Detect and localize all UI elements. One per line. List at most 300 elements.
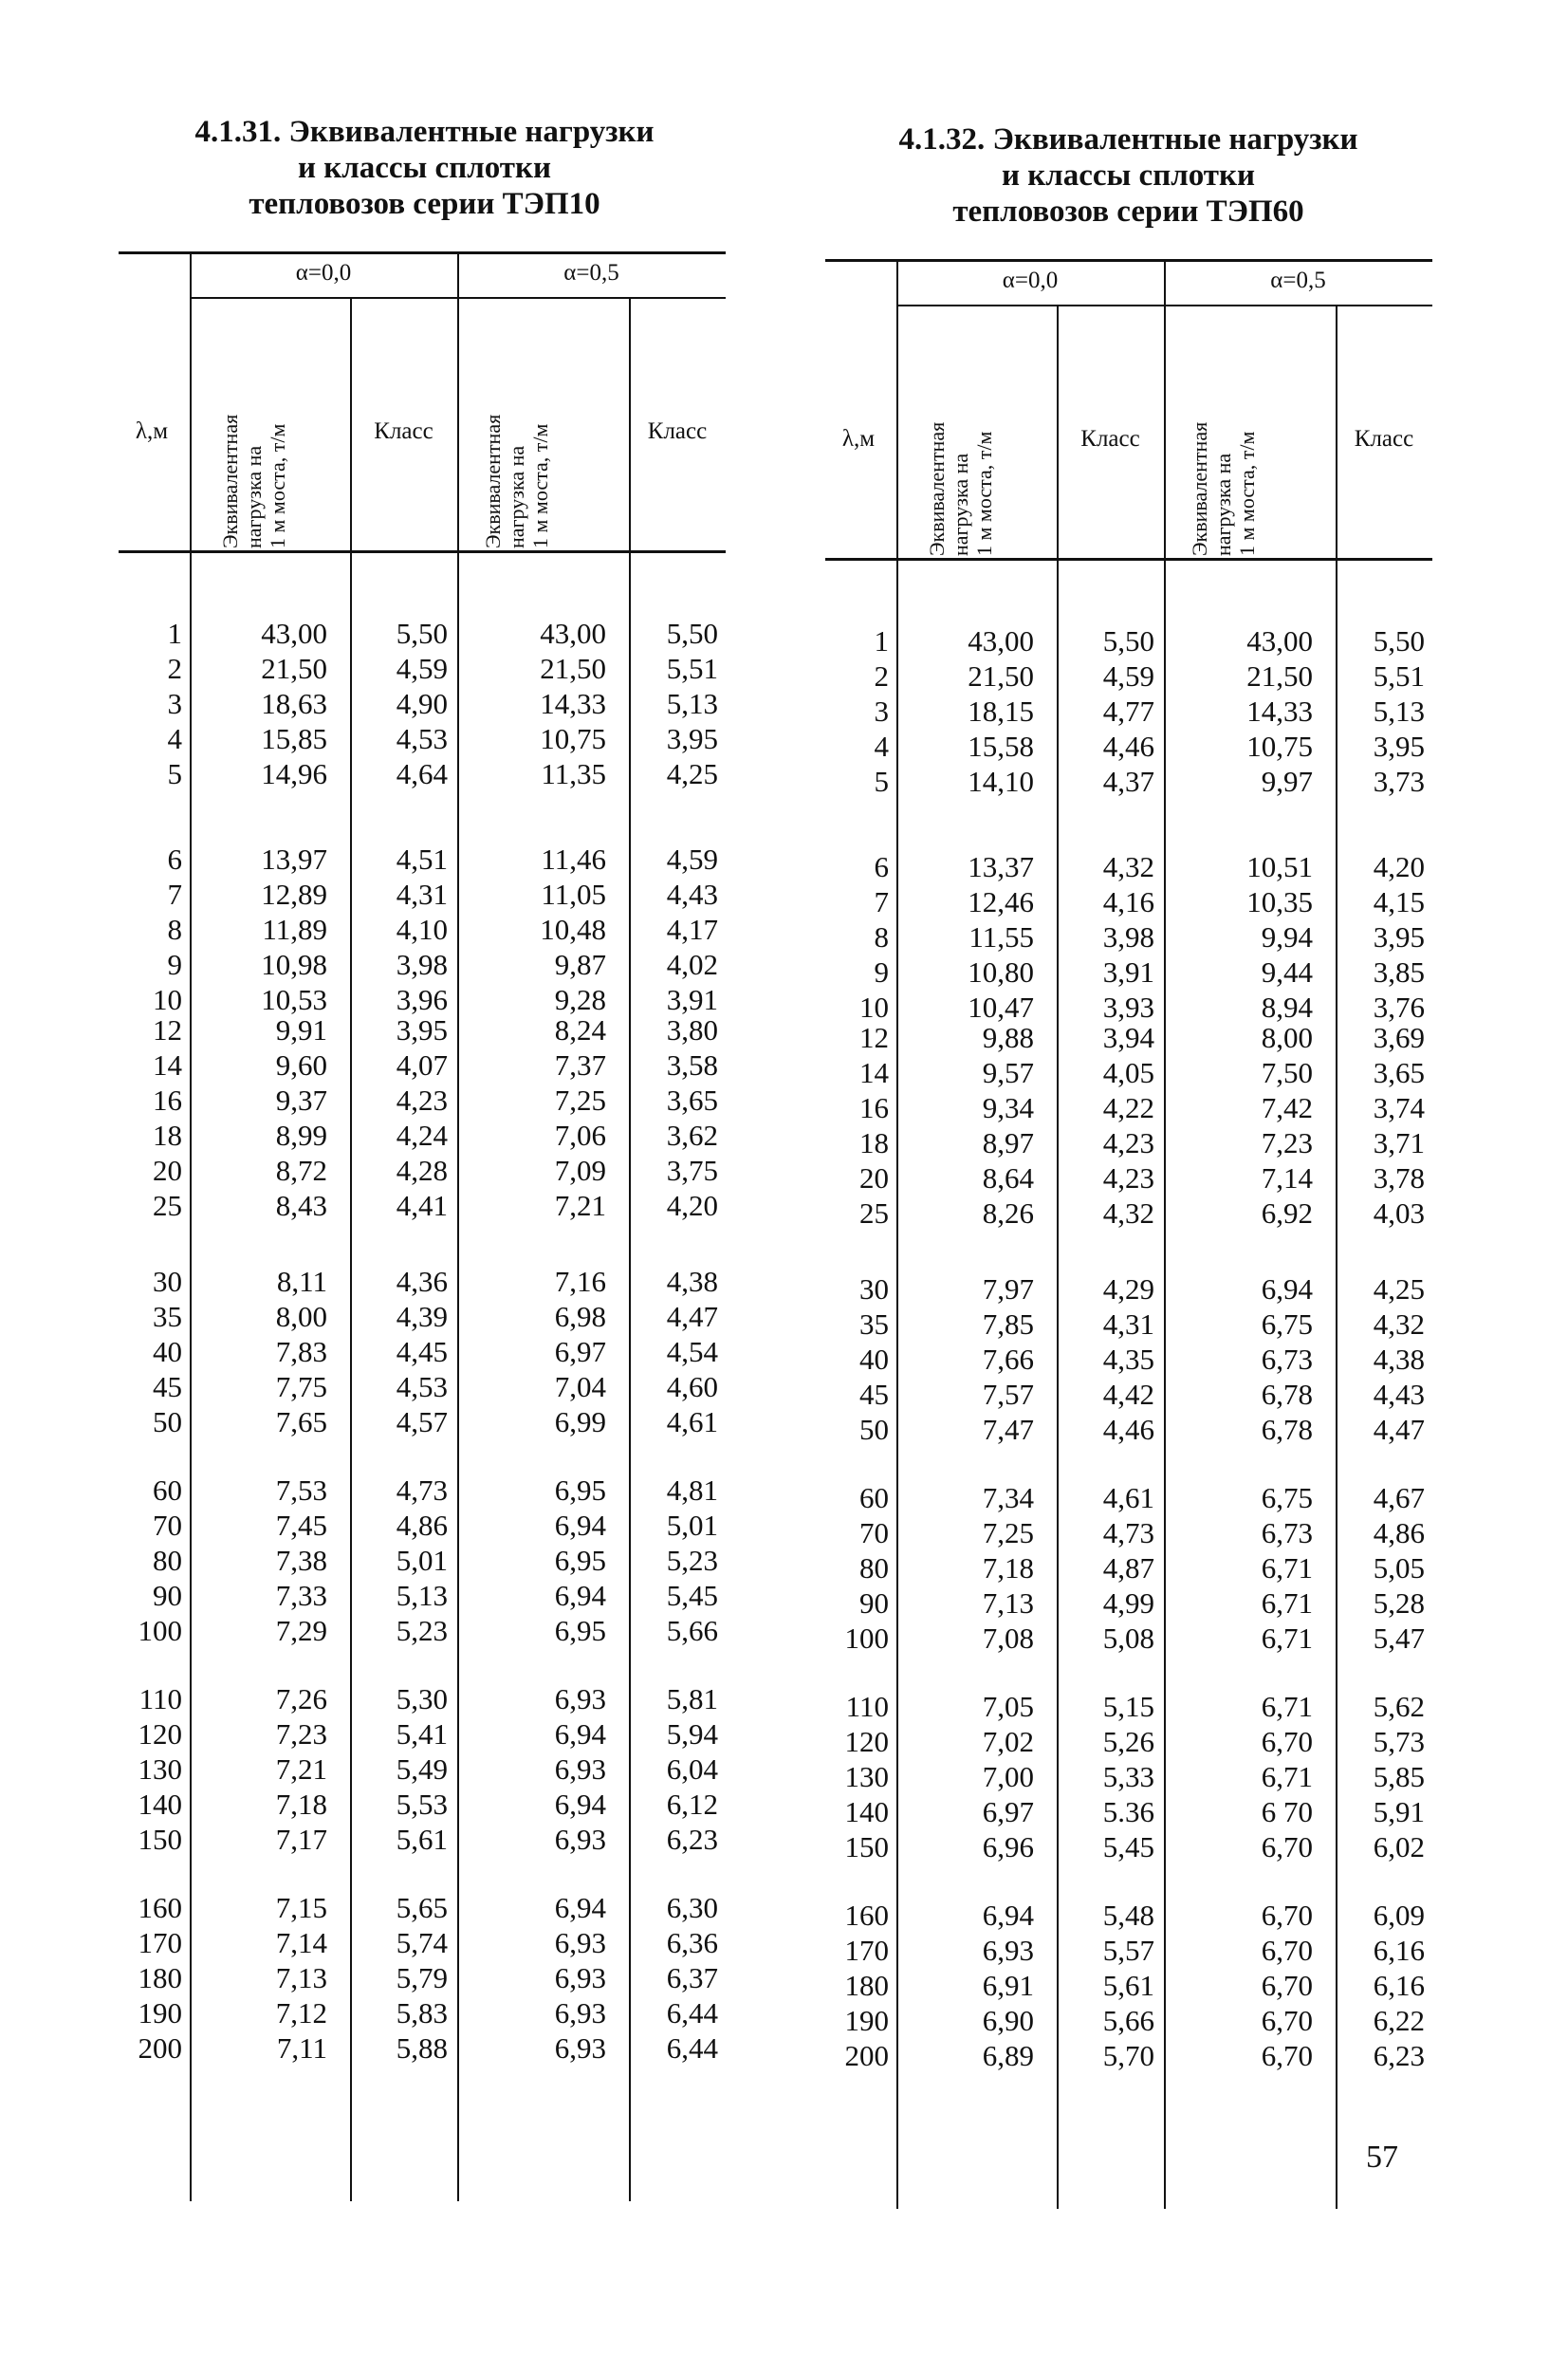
cell-class-alpha-05: 6,44 <box>666 1996 718 2030</box>
cell-class-alpha-05: 5,50 <box>666 617 718 650</box>
cell-lambda: 18 <box>153 1119 182 1152</box>
cell-load-alpha-0: 11,89 <box>262 913 327 946</box>
cell-load-alpha-05: 6,71 <box>1261 1586 1313 1620</box>
cell-load-alpha-05: 6,97 <box>554 1335 606 1368</box>
cell-load-alpha-0: 6,90 <box>982 2004 1034 2037</box>
cell-load-alpha-0: 10,47 <box>968 991 1034 1024</box>
cell-class-alpha-0: 4,73 <box>396 1474 448 1507</box>
cell-lambda: 7 <box>874 885 889 918</box>
cell-lambda: 16 <box>859 1091 889 1124</box>
cell-load-alpha-0: 7,12 <box>275 1996 327 2030</box>
cell-lambda: 80 <box>153 1544 182 1577</box>
cell-class-alpha-05: 5,13 <box>666 687 718 720</box>
cell-load-alpha-05: 8,94 <box>1261 991 1313 1024</box>
cell-load-alpha-05: 6,71 <box>1261 1690 1313 1723</box>
cell-lambda: 1 <box>874 624 889 658</box>
cell-class-alpha-0: 4,53 <box>396 722 448 755</box>
cell-load-alpha-0: 7,14 <box>275 1926 327 1959</box>
cell-load-alpha-0: 11,55 <box>968 920 1034 954</box>
cell-load-alpha-05: 7,14 <box>1261 1161 1313 1195</box>
cell-load-alpha-05: 6,78 <box>1261 1413 1313 1446</box>
cell-load-alpha-05: 10,35 <box>1246 885 1313 918</box>
cell-lambda: 100 <box>844 1622 889 1655</box>
cell-load-alpha-0: 7,38 <box>275 1544 327 1577</box>
cell-load-alpha-05: 6,73 <box>1261 1516 1313 1549</box>
header-load-alpha-05: Эквивалентная нагрузка на 1 м моста, т/м <box>481 414 552 548</box>
header-class-alpha-05: Класс <box>647 418 708 444</box>
cell-load-alpha-0: 6,93 <box>982 1934 1034 1967</box>
cell-load-alpha-0: 10,80 <box>968 955 1034 989</box>
cell-load-alpha-05: 6,71 <box>1261 1760 1313 1793</box>
cell-load-alpha-05: 21,50 <box>540 652 606 685</box>
cell-lambda: 1 <box>167 617 182 650</box>
cell-load-alpha-0: 7,75 <box>275 1370 327 1403</box>
cell-lambda: 16 <box>153 1084 182 1117</box>
cell-class-alpha-0: 4,07 <box>396 1048 448 1082</box>
cell-lambda: 25 <box>153 1189 182 1222</box>
cell-lambda: 190 <box>844 2004 889 2037</box>
cell-class-alpha-0: 4,53 <box>396 1370 448 1403</box>
cell-load-alpha-0: 12,89 <box>261 878 327 911</box>
cell-lambda: 50 <box>859 1413 889 1446</box>
cell-class-alpha-0: 4,51 <box>396 843 448 876</box>
cell-load-alpha-05: 6,70 <box>1261 1969 1313 2002</box>
cell-load-alpha-0: 15,58 <box>968 730 1034 763</box>
cell-class-alpha-05: 4,32 <box>1373 1307 1425 1341</box>
cell-class-alpha-0: 5,30 <box>396 1682 448 1715</box>
cell-class-alpha-05: 5,91 <box>1373 1795 1425 1828</box>
cell-class-alpha-05: 3,95 <box>1373 920 1425 954</box>
cell-lambda: 200 <box>138 2031 182 2065</box>
cell-load-alpha-05: 6,73 <box>1261 1343 1313 1376</box>
cell-class-alpha-0: 4,39 <box>396 1300 448 1333</box>
cell-class-alpha-0: 5,45 <box>1102 1830 1154 1863</box>
cell-load-alpha-0: 6,97 <box>982 1795 1034 1828</box>
cell-load-alpha-05: 6,70 <box>1261 1899 1313 1932</box>
cell-class-alpha-05: 5,94 <box>666 1717 718 1751</box>
cell-class-alpha-05: 5,47 <box>1373 1622 1425 1655</box>
cell-class-alpha-0: 4,23 <box>396 1084 448 1117</box>
cell-class-alpha-0: 4,35 <box>1102 1343 1154 1376</box>
cell-lambda: 30 <box>859 1272 889 1306</box>
cell-class-alpha-05: 4,43 <box>666 878 718 911</box>
cell-lambda: 8 <box>167 913 182 946</box>
cell-class-alpha-05: 3,62 <box>666 1119 718 1152</box>
cell-lambda: 180 <box>138 1961 182 1994</box>
cell-load-alpha-05: 6,70 <box>1261 2039 1313 2072</box>
cell-class-alpha-0: 4,59 <box>1102 659 1154 693</box>
group-header-alpha-05: α=0,5 <box>1270 268 1326 293</box>
cell-load-alpha-05: 6,94 <box>554 1891 606 1924</box>
cell-load-alpha-0: 8,97 <box>982 1126 1034 1159</box>
cell-load-alpha-0: 6,94 <box>982 1899 1034 1932</box>
cell-class-alpha-0: 5,65 <box>396 1891 448 1924</box>
cell-load-alpha-05: 9,94 <box>1261 920 1313 954</box>
cell-lambda: 140 <box>138 1788 182 1821</box>
cell-lambda: 40 <box>859 1343 889 1376</box>
cell-load-alpha-0: 7,25 <box>982 1516 1034 1549</box>
cell-load-alpha-05: 7,23 <box>1261 1126 1313 1159</box>
cell-load-alpha-0: 7,57 <box>982 1378 1034 1411</box>
cell-load-alpha-05: 7,50 <box>1261 1056 1313 1089</box>
cell-load-alpha-0: 7,18 <box>982 1551 1034 1585</box>
cell-class-alpha-05: 5,01 <box>666 1509 718 1542</box>
cell-load-alpha-0: 7,02 <box>982 1725 1034 1758</box>
cell-load-alpha-0: 7,33 <box>275 1579 327 1612</box>
cell-load-alpha-05: 14,33 <box>540 687 606 720</box>
cell-lambda: 40 <box>153 1335 182 1368</box>
cell-load-alpha-05: 7,25 <box>554 1084 606 1117</box>
cell-load-alpha-0: 7,26 <box>275 1682 327 1715</box>
header-class-alpha-0: Класс <box>1080 426 1140 452</box>
cell-class-alpha-05: 5,50 <box>1373 624 1425 658</box>
cell-load-alpha-05: 6,93 <box>554 1823 606 1856</box>
cell-load-alpha-05: 6,99 <box>554 1405 606 1438</box>
cell-load-alpha-0: 6,96 <box>982 1830 1034 1863</box>
cell-class-alpha-0: 5,01 <box>396 1544 448 1577</box>
group-header-alpha-0: α=0,0 <box>295 260 352 286</box>
cell-lambda: 130 <box>844 1760 889 1793</box>
cell-load-alpha-05: 6,70 <box>1261 1725 1313 1758</box>
cell-lambda: 110 <box>138 1682 182 1715</box>
cell-load-alpha-0: 21,50 <box>968 659 1034 693</box>
cell-class-alpha-0: 3,98 <box>1102 920 1154 954</box>
cell-lambda: 170 <box>844 1934 889 1967</box>
cell-class-alpha-0: 5,49 <box>396 1752 448 1786</box>
cell-class-alpha-05: 5,51 <box>1373 659 1425 693</box>
cell-lambda: 180 <box>844 1969 889 2002</box>
cell-class-alpha-05: 3,75 <box>666 1154 718 1187</box>
cell-load-alpha-05: 7,16 <box>554 1265 606 1298</box>
cell-load-alpha-0: 8,00 <box>275 1300 327 1333</box>
cell-load-alpha-05: 6,70 <box>1261 1934 1313 1967</box>
cell-class-alpha-0: 5,70 <box>1102 2039 1154 2072</box>
cell-class-alpha-05: 4,38 <box>1373 1343 1425 1376</box>
cell-lambda: 200 <box>844 2039 889 2072</box>
cell-class-alpha-0: 4,57 <box>396 1405 448 1438</box>
cell-load-alpha-05: 6,75 <box>1261 1481 1313 1514</box>
cell-class-alpha-05: 6,23 <box>666 1823 718 1856</box>
cell-load-alpha-05: 6,94 <box>554 1788 606 1821</box>
cell-class-alpha-0: 3,93 <box>1102 991 1154 1024</box>
cell-class-alpha-0: 5,61 <box>1102 1969 1154 2002</box>
cell-load-alpha-05: 14,33 <box>1246 695 1313 728</box>
cell-lambda: 110 <box>845 1690 889 1723</box>
table-title-tep60: 4.1.32. Эквивалентные нагрузки и классы сплотки тепловозов серии ТЭП60 <box>898 122 1358 229</box>
cell-load-alpha-0: 8,64 <box>982 1161 1034 1195</box>
cell-load-alpha-05: 6,94 <box>1261 1272 1313 1306</box>
cell-class-alpha-0: 5,08 <box>1102 1622 1154 1655</box>
cell-lambda: 4 <box>167 722 182 755</box>
cell-class-alpha-05: 4,86 <box>1373 1516 1425 1549</box>
cell-load-alpha-0: 7,13 <box>982 1586 1034 1620</box>
cell-lambda: 9 <box>167 948 182 981</box>
cell-load-alpha-0: 8,43 <box>275 1189 327 1222</box>
cell-load-alpha-0: 7,13 <box>275 1961 327 1994</box>
cell-load-alpha-05: 8,00 <box>1261 1021 1313 1054</box>
cell-class-alpha-05: 6,44 <box>666 2031 718 2065</box>
cell-load-alpha-0: 9,34 <box>982 1091 1034 1124</box>
cell-class-alpha-0: 4,23 <box>1102 1161 1154 1195</box>
cell-load-alpha-0: 18,63 <box>261 687 327 720</box>
cell-class-alpha-0: 4,59 <box>396 652 448 685</box>
cell-load-alpha-0: 13,37 <box>968 850 1034 883</box>
cell-class-alpha-05: 6,16 <box>1373 1934 1425 1967</box>
cell-load-alpha-05: 21,50 <box>1246 659 1313 693</box>
cell-load-alpha-05: 6,71 <box>1261 1622 1313 1655</box>
cell-class-alpha-05: 3,80 <box>666 1013 718 1047</box>
cell-lambda: 150 <box>844 1830 889 1863</box>
cell-class-alpha-0: 4,29 <box>1102 1272 1154 1306</box>
group-header-alpha-0: α=0,0 <box>1002 268 1059 293</box>
cell-load-alpha-0: 7,97 <box>982 1272 1034 1306</box>
cell-class-alpha-05: 4,17 <box>666 913 718 946</box>
cell-lambda: 160 <box>844 1899 889 1932</box>
cell-class-alpha-05: 4,47 <box>1373 1413 1425 1446</box>
cell-class-alpha-05: 6,37 <box>666 1961 718 1994</box>
cell-lambda: 14 <box>153 1048 182 1082</box>
cell-class-alpha-0: 5.36 <box>1102 1795 1154 1828</box>
cell-lambda: 160 <box>138 1891 182 1924</box>
cell-load-alpha-05: 43,00 <box>540 617 606 650</box>
cell-load-alpha-0: 7,08 <box>982 1622 1034 1655</box>
cell-class-alpha-05: 4,20 <box>666 1189 718 1222</box>
cell-class-alpha-05: 5,81 <box>666 1682 718 1715</box>
header-lambda: λ,м <box>841 426 876 452</box>
cell-load-alpha-0: 18,15 <box>968 695 1034 728</box>
cell-class-alpha-05: 5,13 <box>1373 695 1425 728</box>
cell-load-alpha-0: 7,53 <box>275 1474 327 1507</box>
cell-load-alpha-0: 43,00 <box>261 617 327 650</box>
cell-load-alpha-05: 6,78 <box>1261 1378 1313 1411</box>
cell-load-alpha-0: 9,88 <box>982 1021 1034 1054</box>
cell-class-alpha-05: 4,15 <box>1373 885 1425 918</box>
cell-class-alpha-0: 3,95 <box>396 1013 448 1047</box>
cell-lambda: 9 <box>874 955 889 989</box>
cell-class-alpha-0: 5,83 <box>396 1996 448 2030</box>
cell-class-alpha-0: 4,46 <box>1102 1413 1154 1446</box>
cell-lambda: 12 <box>153 1013 182 1047</box>
cell-load-alpha-0: 8,26 <box>982 1196 1034 1230</box>
cell-load-alpha-05: 10,48 <box>540 913 606 946</box>
cell-lambda: 35 <box>859 1307 889 1341</box>
cell-load-alpha-05: 7,09 <box>554 1154 606 1187</box>
cell-lambda: 12 <box>859 1021 889 1054</box>
header-bottom-rule <box>825 558 1432 561</box>
cell-load-alpha-0: 7,66 <box>982 1343 1034 1376</box>
cell-class-alpha-0: 5,33 <box>1102 1760 1154 1793</box>
cell-load-alpha-05: 7,04 <box>554 1370 606 1403</box>
cell-load-alpha-05: 6,93 <box>554 1961 606 1994</box>
cell-class-alpha-0: 5,41 <box>396 1717 448 1751</box>
cell-class-alpha-0: 4,31 <box>1102 1307 1154 1341</box>
cell-class-alpha-0: 5,23 <box>396 1614 448 1647</box>
cell-lambda: 120 <box>138 1717 182 1751</box>
cell-class-alpha-0: 3,94 <box>1102 1021 1154 1054</box>
cell-lambda: 20 <box>153 1154 182 1187</box>
cell-lambda: 130 <box>138 1752 182 1786</box>
cell-class-alpha-05: 4,25 <box>666 757 718 790</box>
cell-load-alpha-05: 9,44 <box>1261 955 1313 989</box>
cell-load-alpha-05: 6,93 <box>554 1996 606 2030</box>
cell-class-alpha-0: 5,88 <box>396 2031 448 2065</box>
cell-class-alpha-0: 3,91 <box>1102 955 1154 989</box>
cell-lambda: 170 <box>138 1926 182 1959</box>
cell-class-alpha-0: 4,86 <box>396 1509 448 1542</box>
cell-class-alpha-05: 3,58 <box>666 1048 718 1082</box>
cell-load-alpha-05: 6 70 <box>1261 1795 1313 1828</box>
cell-load-alpha-0: 8,72 <box>275 1154 327 1187</box>
header-load-alpha-05: Эквивалентная нагрузка на 1 м моста, т/м <box>1188 421 1259 556</box>
cell-load-alpha-05: 9,28 <box>554 983 606 1016</box>
cell-lambda: 50 <box>153 1405 182 1438</box>
cell-lambda: 70 <box>859 1516 889 1549</box>
cell-lambda: 90 <box>153 1579 182 1612</box>
cell-class-alpha-0: 5,61 <box>396 1823 448 1856</box>
cell-load-alpha-05: 7,06 <box>554 1119 606 1152</box>
cell-class-alpha-05: 4,02 <box>666 948 718 981</box>
cell-class-alpha-05: 4,43 <box>1373 1378 1425 1411</box>
cell-class-alpha-05: 4,47 <box>666 1300 718 1333</box>
cell-load-alpha-0: 7,83 <box>275 1335 327 1368</box>
cell-lambda: 25 <box>859 1196 889 1230</box>
cell-load-alpha-05: 6,95 <box>554 1544 606 1577</box>
cell-load-alpha-05: 6,70 <box>1261 2004 1313 2037</box>
cell-class-alpha-0: 5,66 <box>1102 2004 1154 2037</box>
cell-load-alpha-0: 7,18 <box>275 1788 327 1821</box>
cell-class-alpha-05: 3,95 <box>666 722 718 755</box>
cell-class-alpha-05: 6,09 <box>1373 1899 1425 1932</box>
cell-class-alpha-0: 4,41 <box>396 1189 448 1222</box>
cell-class-alpha-0: 5,74 <box>396 1926 448 1959</box>
cell-class-alpha-05: 6,04 <box>666 1752 718 1786</box>
cell-class-alpha-05: 4,25 <box>1373 1272 1425 1306</box>
cell-class-alpha-05: 3,85 <box>1373 955 1425 989</box>
cell-load-alpha-05: 6,71 <box>1261 1551 1313 1585</box>
cell-load-alpha-05: 9,87 <box>554 948 606 981</box>
cell-class-alpha-05: 6,02 <box>1373 1830 1425 1863</box>
cell-load-alpha-0: 7,65 <box>275 1405 327 1438</box>
header-bottom-rule <box>119 550 726 553</box>
cell-lambda: 18 <box>859 1126 889 1159</box>
cell-class-alpha-0: 4,46 <box>1102 730 1154 763</box>
cell-load-alpha-05: 7,37 <box>554 1048 606 1082</box>
cell-load-alpha-0: 7,00 <box>982 1760 1034 1793</box>
cell-load-alpha-05: 10,51 <box>1246 850 1313 883</box>
cell-lambda: 70 <box>153 1509 182 1542</box>
cell-lambda: 30 <box>153 1265 182 1298</box>
top-rule <box>825 259 1432 262</box>
cell-class-alpha-0: 5,50 <box>1102 624 1154 658</box>
cell-lambda: 45 <box>859 1378 889 1411</box>
cell-load-alpha-05: 7,21 <box>554 1189 606 1222</box>
cell-load-alpha-05: 11,46 <box>541 843 606 876</box>
cell-class-alpha-0: 4,10 <box>396 913 448 946</box>
cell-load-alpha-0: 21,50 <box>261 652 327 685</box>
cell-lambda: 90 <box>859 1586 889 1620</box>
cell-load-alpha-05: 6,94 <box>554 1717 606 1751</box>
header-load-alpha-0: Эквивалентная нагрузка на 1 м моста, т/м <box>218 414 289 548</box>
cell-class-alpha-0: 4,45 <box>396 1335 448 1368</box>
cell-load-alpha-05: 6,93 <box>554 2031 606 2065</box>
cell-class-alpha-0: 4,77 <box>1102 695 1154 728</box>
page-number: 57 <box>1366 2140 1398 2175</box>
cell-class-alpha-05: 4,03 <box>1373 1196 1425 1230</box>
cell-load-alpha-0: 9,57 <box>982 1056 1034 1089</box>
cell-load-alpha-0: 6,89 <box>982 2039 1034 2072</box>
cell-load-alpha-0: 7,15 <box>275 1891 327 1924</box>
cell-lambda: 100 <box>138 1614 182 1647</box>
header-class-alpha-0: Класс <box>374 418 434 444</box>
header-class-alpha-05: Класс <box>1354 426 1414 452</box>
cell-load-alpha-0: 7,21 <box>275 1752 327 1786</box>
cell-load-alpha-0: 43,00 <box>968 624 1034 658</box>
cell-lambda: 2 <box>874 659 889 693</box>
cell-lambda: 6 <box>167 843 182 876</box>
cell-load-alpha-05: 6,93 <box>554 1926 606 1959</box>
cell-class-alpha-05: 6,22 <box>1373 2004 1425 2037</box>
cell-lambda: 20 <box>859 1161 889 1195</box>
cell-load-alpha-0: 7,47 <box>982 1413 1034 1446</box>
cell-class-alpha-0: 4,37 <box>1102 765 1154 798</box>
header-lambda: λ,м <box>135 418 169 444</box>
cell-class-alpha-0: 4,73 <box>1102 1516 1154 1549</box>
cell-class-alpha-0: 3,98 <box>396 948 448 981</box>
group-header-alpha-05: α=0,5 <box>563 260 619 286</box>
cell-lambda: 60 <box>153 1474 182 1507</box>
cell-class-alpha-0: 4,16 <box>1102 885 1154 918</box>
cell-class-alpha-05: 3,78 <box>1373 1161 1425 1195</box>
cell-load-alpha-05: 6,93 <box>554 1752 606 1786</box>
cell-class-alpha-0: 4,61 <box>1102 1481 1154 1514</box>
cell-lambda: 3 <box>874 695 889 728</box>
cell-class-alpha-0: 5,53 <box>396 1788 448 1821</box>
table-tep10 <box>119 251 726 2201</box>
cell-load-alpha-0: 7,05 <box>982 1690 1034 1723</box>
cell-lambda: 10 <box>859 991 889 1024</box>
cell-load-alpha-05: 43,00 <box>1246 624 1313 658</box>
cell-load-alpha-0: 14,96 <box>261 757 327 790</box>
cell-load-alpha-0: 9,37 <box>275 1084 327 1117</box>
cell-class-alpha-0: 5,13 <box>396 1579 448 1612</box>
cell-class-alpha-0: 4,23 <box>1102 1126 1154 1159</box>
cell-class-alpha-0: 4,24 <box>396 1119 448 1152</box>
cell-load-alpha-05: 6,75 <box>1261 1307 1313 1341</box>
cell-class-alpha-0: 4,36 <box>396 1265 448 1298</box>
cell-load-alpha-0: 10,98 <box>261 948 327 981</box>
cell-lambda: 120 <box>844 1725 889 1758</box>
cell-lambda: 3 <box>167 687 182 720</box>
cell-lambda: 6 <box>874 850 889 883</box>
cell-load-alpha-0: 7,11 <box>276 2031 327 2065</box>
cell-lambda: 150 <box>138 1823 182 1856</box>
cell-load-alpha-05: 8,24 <box>554 1013 606 1047</box>
cell-load-alpha-0: 13,97 <box>261 843 327 876</box>
cell-load-alpha-05: 6,70 <box>1261 1830 1313 1863</box>
cell-class-alpha-05: 3,91 <box>666 983 718 1016</box>
cell-class-alpha-05: 6,36 <box>666 1926 718 1959</box>
cell-class-alpha-0: 4,32 <box>1102 1196 1154 1230</box>
cell-lambda: 14 <box>859 1056 889 1089</box>
cell-load-alpha-0: 7,85 <box>982 1307 1034 1341</box>
cell-load-alpha-0: 7,23 <box>275 1717 327 1751</box>
cell-lambda: 45 <box>153 1370 182 1403</box>
cell-load-alpha-0: 7,34 <box>982 1481 1034 1514</box>
cell-lambda: 8 <box>874 920 889 954</box>
cell-class-alpha-05: 4,38 <box>666 1265 718 1298</box>
cell-lambda: 80 <box>859 1551 889 1585</box>
cell-lambda: 5 <box>167 757 182 790</box>
